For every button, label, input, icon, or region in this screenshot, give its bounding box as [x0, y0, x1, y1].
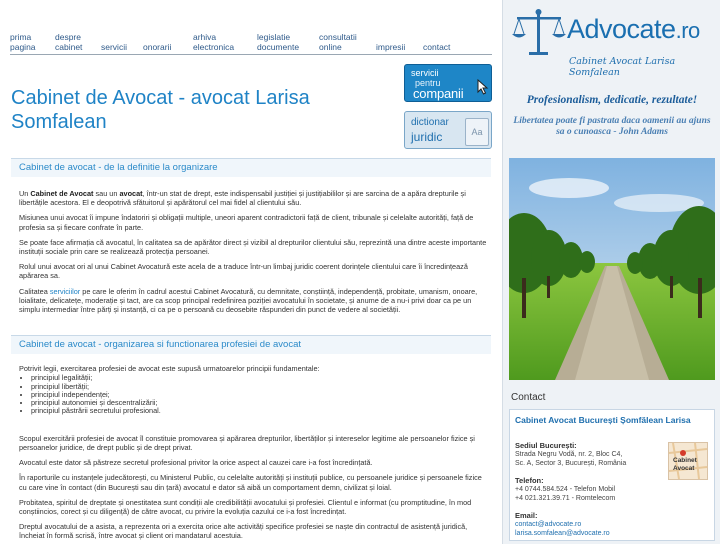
phone-landline: +4 021.321.39.71 - Romtelecom — [515, 495, 616, 502]
nav-item-contact[interactable]: contact — [423, 42, 451, 52]
country-road-photo — [509, 158, 715, 380]
paragraph: Scopul exercitării profesiei de avocat îl constituie promovarea și apărarea drepturilor, libertăților și intereselor legitime ale persoanelor fizice și persoanelor juridice, de drept public și de drept privat. — [19, 433, 475, 452]
paragraph: Un Cabinet de Avocat sau un avocat, într-un stat de drept, este indispensabil justiției și justițiabililor și are sarcina de a apăra drepturile și libertățile acestora. El e deopotrivă sfătuitorul și apărătorul cel mai fidel al clientului său. — [19, 189, 466, 208]
paragraph: În raporturile cu instanțele judecătorești, cu Ministerul Public, cu celelalte autorități și instituții publice, cu persoanele juridice și persoanele fizice cu care vine în contact (din București sau din țară) avocatul e dator să aibă un comportament demn, civilizat și loial. — [19, 473, 482, 492]
section-definition — [11, 158, 491, 320]
logo-subtitle: Cabinet Avocat Larisa Somfalean — [569, 56, 676, 78]
office-label: Sediul București: — [515, 441, 577, 450]
section-heading: Cabinet de avocat - organizarea si functionarea profesiei de avocat — [11, 335, 491, 354]
paragraph: Avocatul este dator să păstreze secretul profesional privitor la orice aspect al cauzei care i-a fost încredințată. — [19, 458, 373, 468]
list-item: • principiul independenței; — [31, 391, 491, 399]
nav-item-arhiva-electronica[interactable]: arhiva electronica — [193, 32, 235, 52]
nav-item-prima-pagina[interactable]: prima pagina — [10, 32, 36, 52]
mouse-cursor-icon — [477, 79, 489, 95]
section-heading: Cabinet de avocat - de la definitie la organizare — [11, 158, 491, 177]
email-label: Email: — [515, 511, 538, 520]
paragraph: Potrivit legii, exercitarea profesiei de avocat este supusă urmatoarelor principii fundamentale: — [19, 364, 320, 373]
email-link[interactable]: contact@advocate.ro — [515, 521, 582, 528]
sidebar — [502, 0, 720, 544]
principles-list — [31, 374, 491, 415]
paragraph: Se poate face afirmația că avocatul, în calitatea sa de apărător direct și vizibil al drepturilor clientului său, reprezintă una dintre aceste importante instituții sociale prin care se realizează protecția persoanei. — [19, 237, 487, 257]
map-pin-icon — [680, 450, 686, 456]
nav-item-legislatie-documente[interactable]: legislatie documente — [257, 32, 300, 52]
nav-item-consultatii-online[interactable]: consultatii online — [319, 32, 357, 52]
page-title: Cabinet de Avocat - avocat Larisa Somfalean — [11, 87, 310, 133]
tagline: Profesionalism, dedicatie, rezultate! — [526, 94, 698, 106]
section-organization — [11, 335, 491, 547]
contact-box — [509, 409, 715, 541]
book-icon: Aa — [465, 118, 489, 146]
paragraph: Dreptul avocatului de a asista, a reprezenta ori a exercita orice alte activități specifice profesiei se naște din contractul de asistență juridică, încheiat în formă scrisă, între avocat și client ori mandatarul acestuia. — [19, 522, 468, 541]
contact-heading: Contact — [511, 392, 546, 403]
paragraph: Probitatea, spiritul de dreptate și onestitatea sunt condiții ale credibilității avocatului și profesiei. Clientul e informat (cu promptitudine, în mod conștiincios, corect și cu diligență) de către avocat, cu privire la evoluția cazului ce i-a fost încredințat. — [19, 497, 472, 516]
companies-services-button[interactable]: servicii pentru companii — [404, 64, 492, 102]
location-map[interactable]: Cabinet Avocat — [668, 442, 708, 480]
nav-item-onorarii[interactable]: onorarii — [143, 42, 172, 52]
phone-mobile: +4 0744.584.524 - Telefon Mobil — [515, 486, 616, 493]
site-logo[interactable]: Advocate.ro Cabinet Avocat Larisa Somfalean — [509, 6, 715, 78]
services-link[interactable]: serviciilor — [49, 286, 81, 296]
contact-title[interactable]: Cabinet Avocat București Șomfălean Larisa — [515, 415, 691, 425]
paragraph: Misiunea unui avocat îi impune îndatoriri și obligații multiple, uneori aparent contradictorii față de client, tribunale și celelalte autorități, față de profesia sa și fiecare confrate în parte. — [19, 213, 474, 232]
nav-item-impresii[interactable]: impresii — [376, 42, 406, 52]
list-item: • principiul libertății; — [31, 383, 491, 391]
main-navigation — [10, 32, 492, 55]
nav-item-servicii[interactable]: servicii — [101, 42, 127, 52]
paragraph: Calitatea serviciilor pe care le oferim în cadrul acestui Cabinet Avocatură, cu demnitate, conștiință, independență, probitate, umanism, onoare, loialitate, delicatețe, moderație și tact, are ca scop principal redefinirea poziției avocatului în societate, și anume de a nu-i privi doar ca pe un simplu intermediar între părți și instanță, ci ca pe o persoană cu deosebite răspunderi din punct de vedere al societății. — [19, 286, 478, 315]
phone-label: Telefon: — [515, 476, 544, 485]
address-line: Strada Negru Vodă, nr. 2, Bloc C4, — [515, 451, 623, 458]
quote: Libertatea poate fi pastrata daca oamenii au ajuns sa o cunoasca - John Adams — [513, 116, 711, 137]
address-line: Sc. A, Sector 3, București, România — [515, 460, 627, 467]
scales-of-justice-icon — [511, 6, 567, 62]
paragraph: Rolul unui avocat ori al unui Cabinet Avocatură este acela de a traduce într-un limbaj juridic coerent dorințele clientului care îi încredințează apărarea sa. — [19, 262, 468, 281]
email-link[interactable]: larisa.somfalean@advocate.ro — [515, 530, 610, 537]
nav-item-despre-cabinet[interactable]: despre cabinet — [55, 32, 83, 52]
list-item: • principiul autonomiei și descentralizării; — [31, 399, 491, 407]
list-item: • principiul legalității; — [31, 374, 491, 382]
legal-dictionary-button[interactable]: dictionar juridic Aa — [404, 111, 492, 149]
list-item: • principiul păstrării secretului profesional. — [31, 407, 491, 415]
